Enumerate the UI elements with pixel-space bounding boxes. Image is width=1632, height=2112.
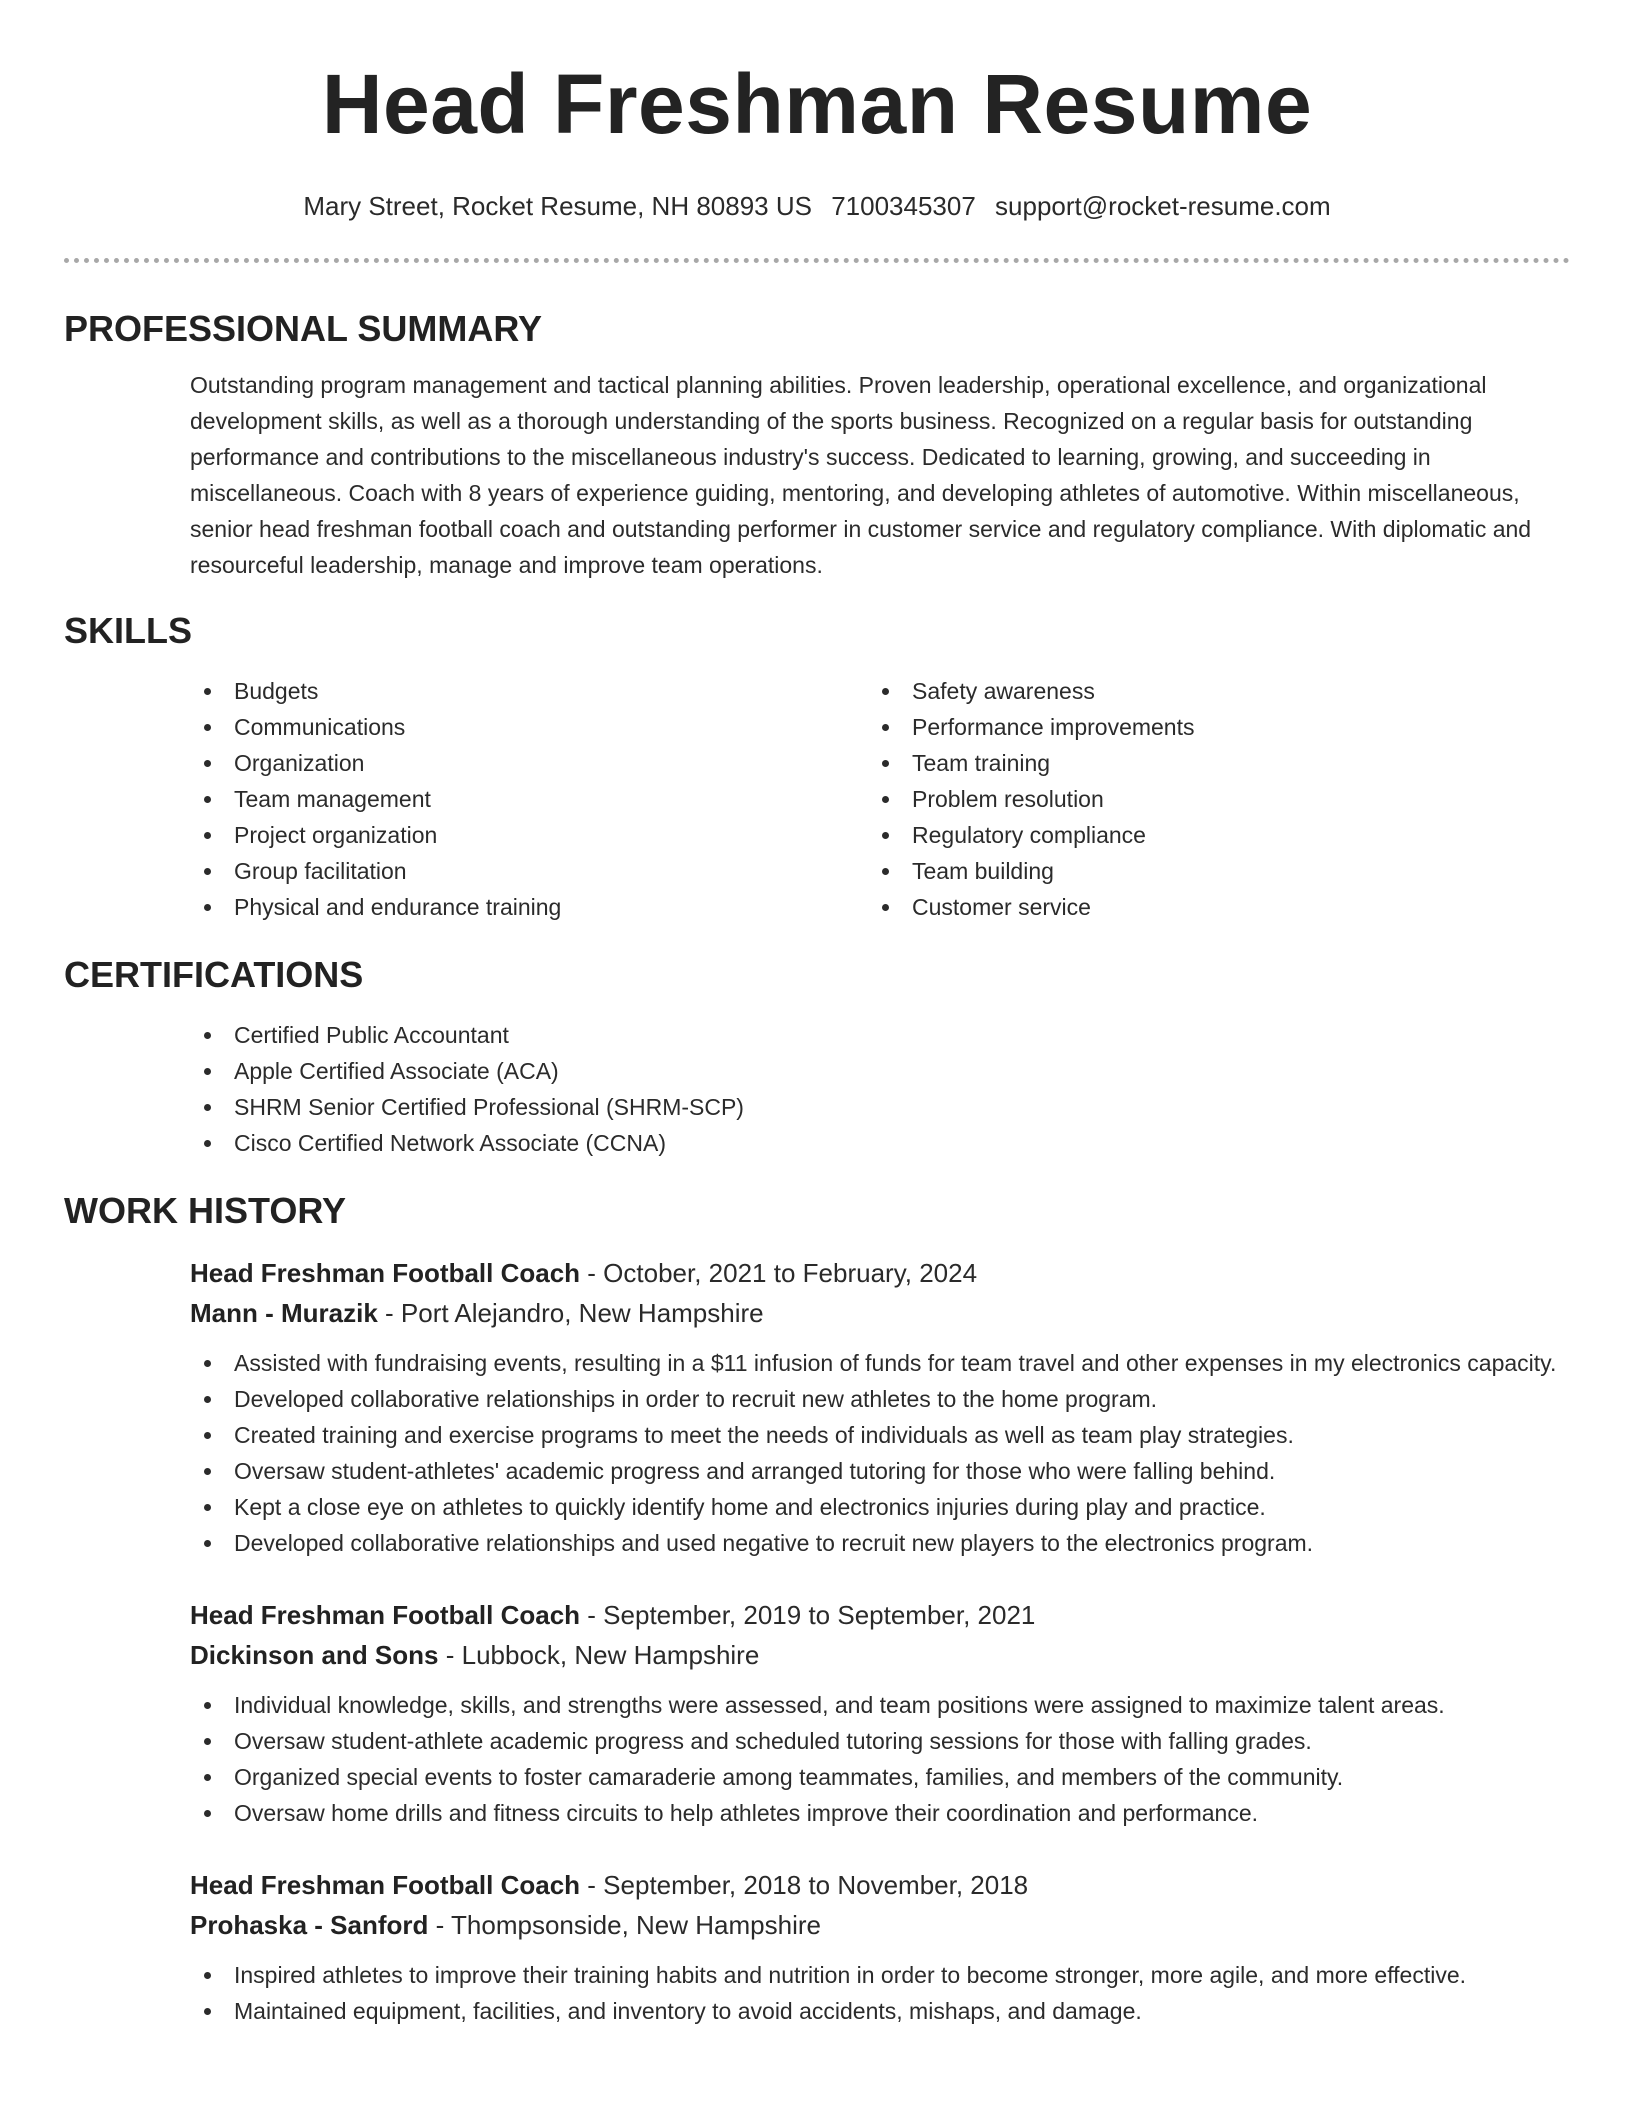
certification-item: Cisco Certified Network Associate (CCNA) [190, 1125, 1570, 1161]
job-location: - Thompsonside, New Hampshire [428, 1910, 821, 1940]
job-duty: Created training and exercise programs to meet the needs of individuals as well as team play strategies. [190, 1417, 1570, 1453]
job-company-line [190, 1905, 1570, 1945]
certifications-list [190, 1017, 1570, 1161]
job-company: Prohaska - Sanford [190, 1910, 429, 1940]
skill-item: Team management [190, 781, 826, 817]
skills-list [64, 673, 1570, 925]
job-role: Head Freshman Football Coach [190, 1258, 581, 1288]
job-title-line [190, 1595, 1570, 1635]
job-company: Dickinson and Sons [190, 1640, 439, 1670]
skills-column-right [868, 673, 1508, 925]
job-location: - Port Alejandro, New Hampshire [377, 1298, 764, 1328]
certifications-heading: CERTIFICATIONS [64, 954, 364, 995]
contact-address: Mary Street, Rocket Resume, NH 80893 US [303, 191, 812, 221]
job-entry [190, 1253, 1570, 1561]
certification-item: Certified Public Accountant [190, 1017, 1570, 1053]
work-history-heading: WORK HISTORY [64, 1190, 347, 1231]
job-role: Head Freshman Football Coach [190, 1600, 581, 1630]
certification-item: Apple Certified Associate (ACA) [190, 1053, 1570, 1089]
skill-item: Team building [868, 853, 1508, 889]
job-company-line [190, 1293, 1570, 1333]
job-duties [190, 1957, 1570, 2029]
job-company-line [190, 1635, 1570, 1675]
summary-text: Outstanding program management and tactical planning abilities. Proven leadership, operational excellence, and organizational development skills, as well as a thorough understanding of the sports business. Recognized on a regular basis for outstanding performance and contributions to the miscellaneous industry's success. Dedicated to learning, growing, and succeeding in miscellaneous. Coach with 8 years of experience guiding, mentoring, and developing athletes of automotive. Within miscellaneous, senior head freshman football coach and outstanding performer in customer service and regulatory compliance. With diplomatic and resourceful leadership, manage and improve team operations. [190, 372, 1532, 578]
contact-line [64, 188, 1570, 224]
skill-item: Customer service [868, 889, 1508, 925]
job-role: Head Freshman Football Coach [190, 1870, 581, 1900]
job-title-line [190, 1865, 1570, 1905]
job-company: Mann - Murazik [190, 1298, 378, 1328]
skill-item: Problem resolution [868, 781, 1508, 817]
skills-heading: SKILLS [64, 610, 193, 651]
resume-page [64, 0, 1570, 2029]
job-duty: Developed collaborative relationships in order to recruit new athletes to the home program. [190, 1381, 1570, 1417]
skill-item: Regulatory compliance [868, 817, 1508, 853]
job-title-line [190, 1253, 1570, 1293]
skill-item: Performance improvements [868, 709, 1508, 745]
certification-item: SHRM Senior Certified Professional (SHRM-SCP) [190, 1089, 1570, 1125]
resume-title: Head Freshman Resume [321, 57, 1313, 151]
header-divider [64, 258, 1570, 263]
job-duties [190, 1687, 1570, 1831]
job-duty: Oversaw student-athletes' academic progress and arranged tutoring for those who were falling behind. [190, 1453, 1570, 1489]
job-duty: Developed collaborative relationships and used negative to recruit new players to the electronics program. [190, 1525, 1570, 1561]
job-duty: Assisted with fundraising events, resulting in a $11 infusion of funds for team travel and other expenses in my electronics capacity. [190, 1345, 1570, 1381]
job-dates: - September, 2019 to September, 2021 [580, 1600, 1036, 1630]
job-location: - Lubbock, New Hampshire [438, 1640, 760, 1670]
job-duty: Oversaw student-athlete academic progress and scheduled tutoring sessions for those with falling grades. [190, 1723, 1570, 1759]
job-duty: Oversaw home drills and fitness circuits to help athletes improve their coordination and performance. [190, 1795, 1570, 1831]
skill-item: Team training [868, 745, 1508, 781]
job-duty: Individual knowledge, skills, and strengths were assessed, and team positions were assigned to maximize talent areas. [190, 1687, 1570, 1723]
job-duties [190, 1345, 1570, 1561]
skill-item: Physical and endurance training [190, 889, 826, 925]
job-duty: Inspired athletes to improve their training habits and nutrition in order to become stronger, more agile, and more effective. [190, 1957, 1570, 1993]
skill-item: Project organization [190, 817, 826, 853]
job-dates: - September, 2018 to November, 2018 [580, 1870, 1029, 1900]
skill-item: Organization [190, 745, 826, 781]
contact-phone: 7100345307 [831, 191, 976, 221]
job-entry [190, 1595, 1570, 1831]
job-duty: Organized special events to foster camaraderie among teammates, families, and members of the community. [190, 1759, 1570, 1795]
summary-heading: PROFESSIONAL SUMMARY [64, 308, 543, 349]
job-duty: Maintained equipment, facilities, and inventory to avoid accidents, mishaps, and damage. [190, 1993, 1570, 2029]
skill-item: Safety awareness [868, 673, 1508, 709]
skill-item: Budgets [190, 673, 826, 709]
skill-item: Communications [190, 709, 826, 745]
skills-column-left [190, 673, 826, 925]
job-dates: - October, 2021 to February, 2024 [580, 1258, 978, 1288]
job-duty: Kept a close eye on athletes to quickly identify home and electronics injuries during play and practice. [190, 1489, 1570, 1525]
skill-item: Group facilitation [190, 853, 826, 889]
job-entry [190, 1865, 1570, 2029]
contact-email: support@rocket-resume.com [995, 191, 1331, 221]
